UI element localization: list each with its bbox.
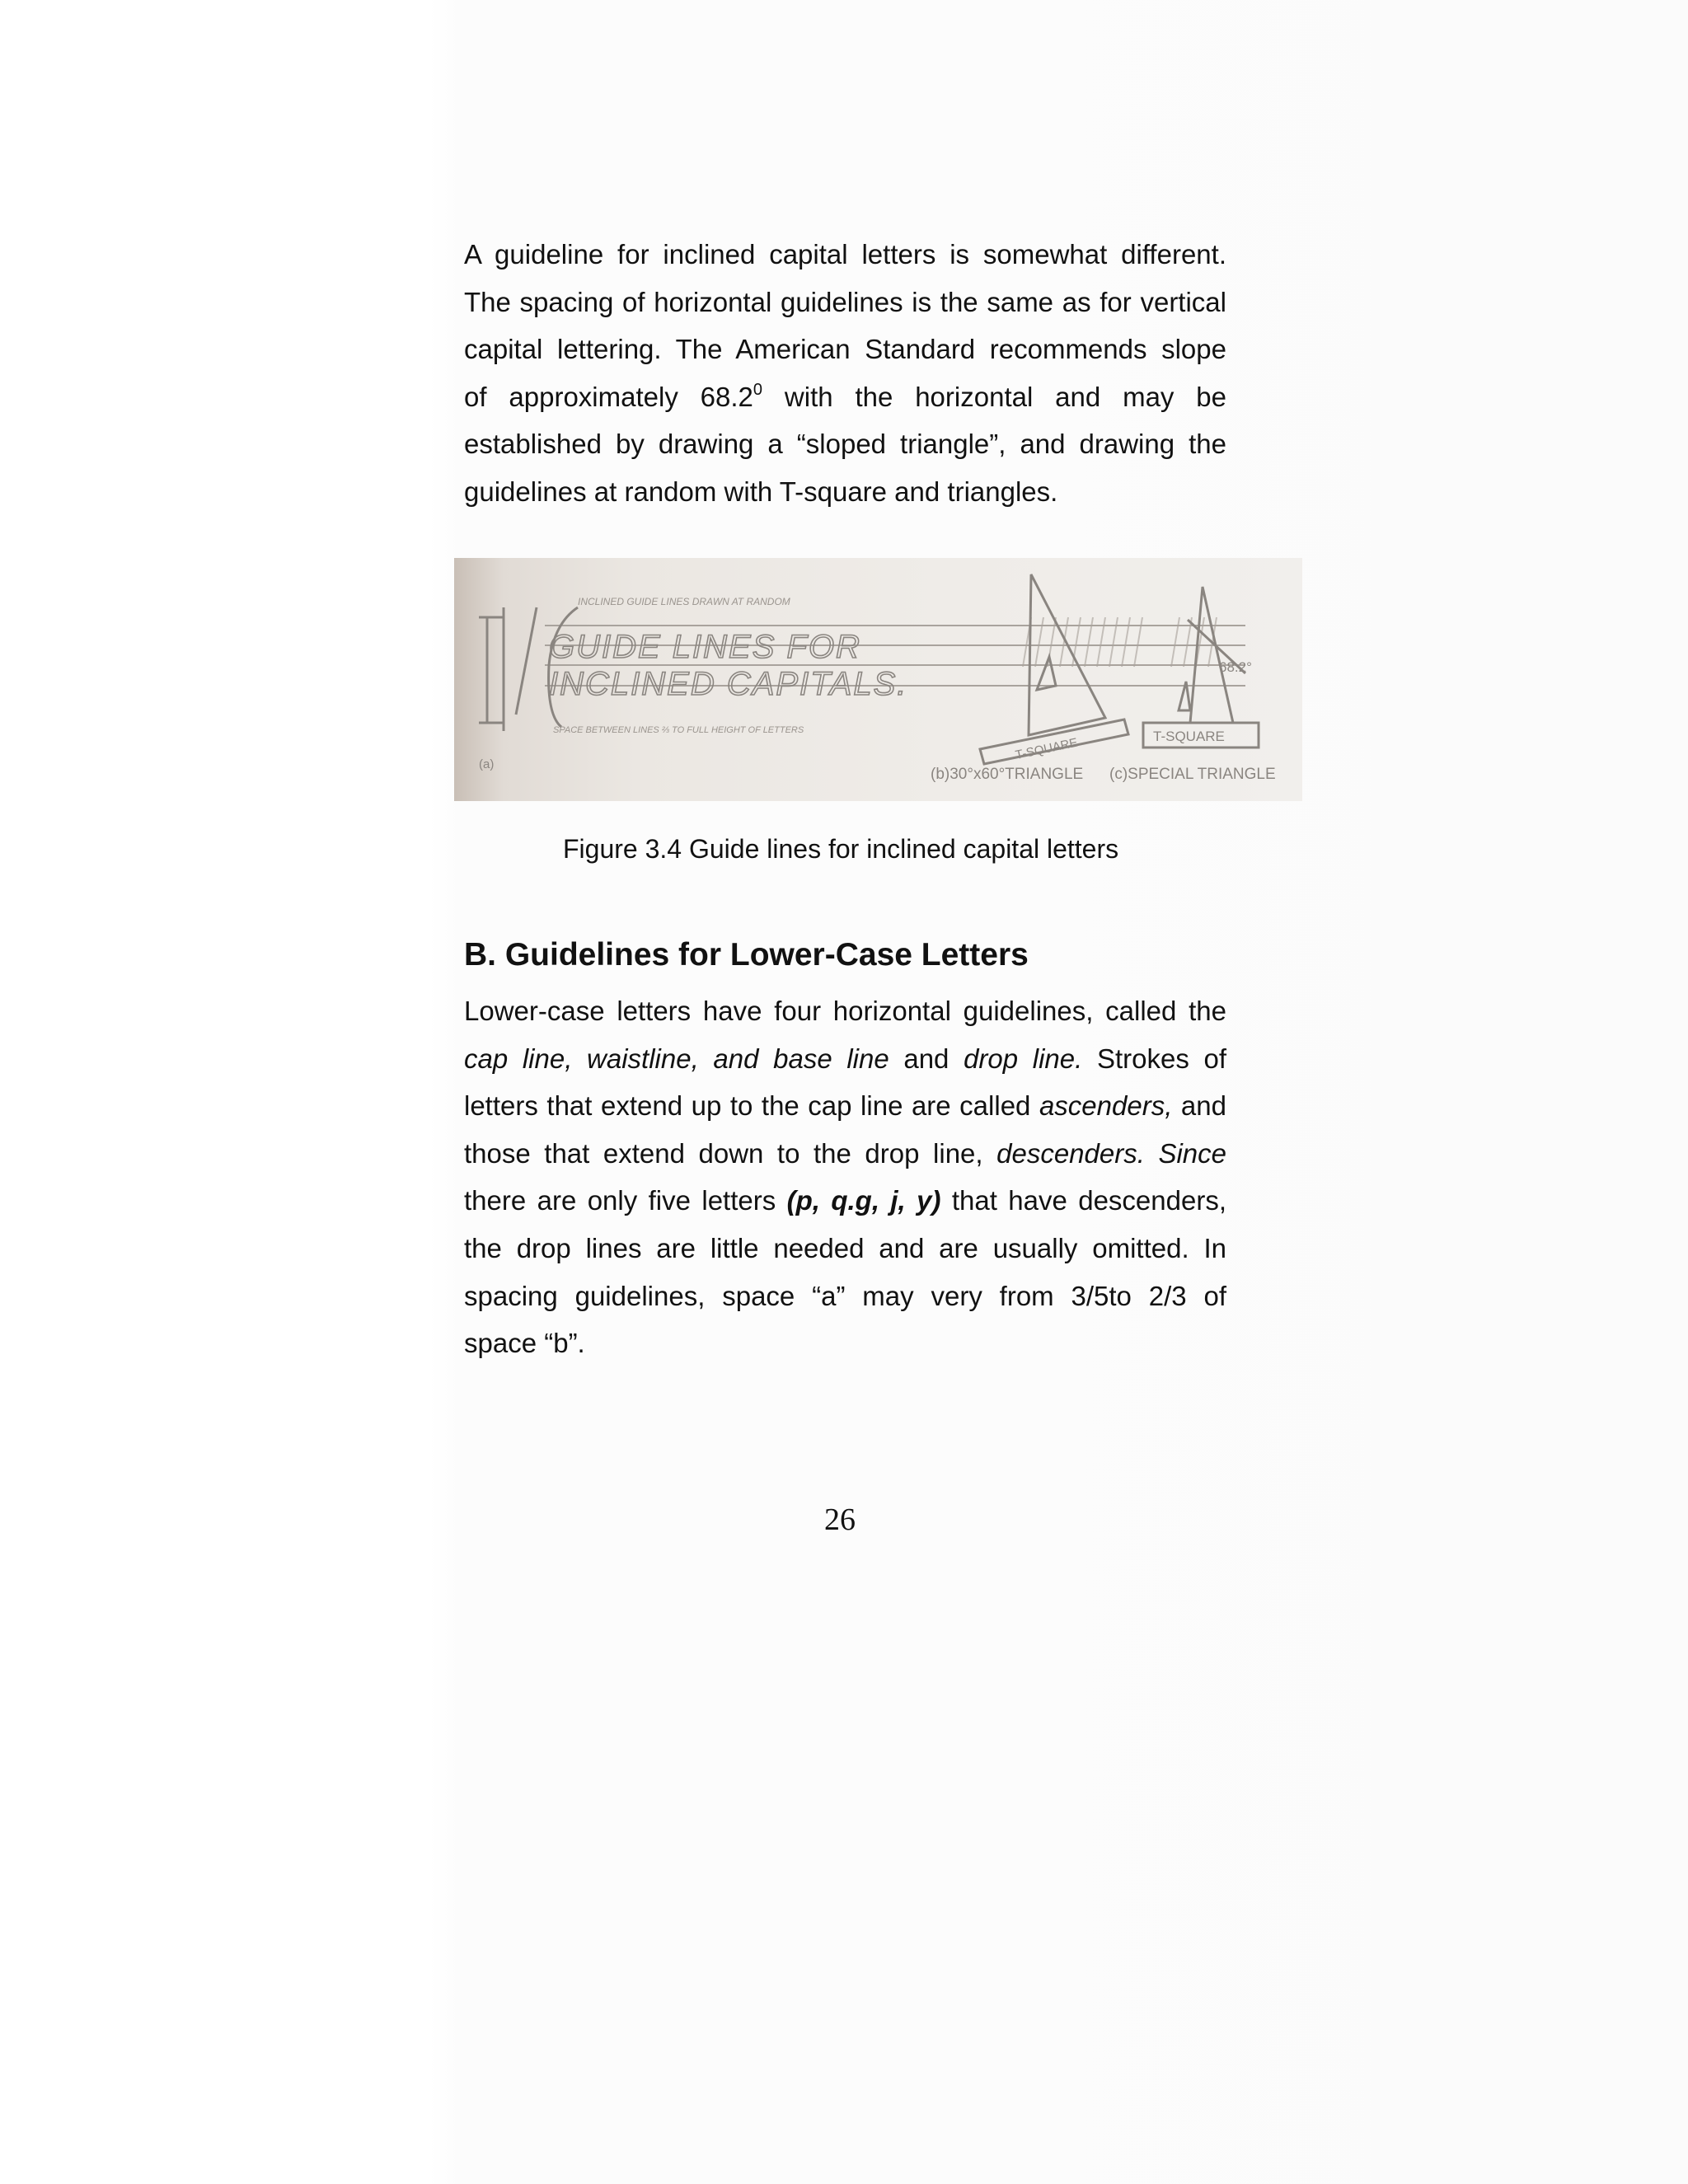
italic-term: cap line, waistline, and base line [464,1043,889,1074]
paragraph-line: established by drawing a “sloped triangle”, and drawing the [464,429,1226,460]
page-number: 26 [824,1502,856,1537]
line-text: those that extend down to the drop line, [464,1137,997,1169]
figure-label-bottom: SPACE BETWEEN LINES ⅔ TO FULL HEIGHT OF LETTERS [553,725,804,735]
figure-title-line1: GUIDE LINES FOR [549,629,861,665]
italic-term: ascenders, [1039,1090,1173,1122]
paragraph-line: spacing guidelines, space “a” may very from 3/5to 2/3 of [464,1280,1226,1311]
paragraph-line: A guideline for inclined capital letters is somewhat different. [464,239,1226,269]
figure-label-b: (b)30°x60°TRIANGLE [931,766,1084,783]
figure-label-c: (c)SPECIAL TRIANGLE [1109,766,1276,783]
line-text: and [889,1043,964,1074]
line-text: there are only five letters [464,1185,787,1216]
section-heading: B. Guidelines for Lower-Case Letters [464,937,1029,972]
line-text: Strokes of [1082,1043,1226,1074]
figure-title-line2: INCLINED CAPITALS. [549,666,908,702]
italic-term: drop line. [964,1043,1083,1074]
figure-angle-label: 68.2° [1219,659,1252,675]
paragraph-inclined-capitals [464,231,1226,516]
figure-label-a: (a) [479,757,495,771]
paragraph-line: Lower-case letters have four horizontal guidelines, called the [464,996,1226,1026]
paragraph-line: capital lettering. The American Standard recommends slope [464,334,1226,365]
paragraph-line [464,1082,1226,1130]
paragraph-line [464,1035,1226,1083]
paragraph-lower-case [464,987,1226,1367]
paragraph-line: space “b”. [464,1328,585,1359]
degree-superscript: 0 [753,380,763,399]
paragraph-line [464,1130,1226,1178]
paragraph-line: The spacing of horizontal guidelines is the same as for vertical [464,286,1226,317]
figure-drawing [454,558,1302,801]
figure-tsquare-b: T-SQUARE [1014,735,1079,763]
italic-term: descenders. Since [996,1137,1226,1169]
bold-italic-letters: (p, q.g, j, y) [786,1185,941,1216]
line-text: that have descenders, [940,1185,1227,1216]
paragraph-line [464,373,1226,421]
figure-guide-lines-image [454,558,1302,801]
line-text: with the horizontal and may be [762,381,1227,412]
line-text: letters that extend up to the cap line are called [464,1090,1039,1122]
line-text: and [1172,1090,1226,1122]
paragraph-line: the drop lines are little needed and are usually omitted. In [464,1232,1226,1263]
paragraph-line [464,1177,1226,1225]
figure-label-top: INCLINED GUIDE LINES DRAWN AT RANDOM [578,596,790,607]
paragraph-line: guidelines at random with T-square and triangles. [464,476,1058,507]
figure-tsquare-c: T-SQUARE [1153,729,1225,744]
line-text: of approximately 68.2 [464,381,753,412]
figure-caption: Figure 3.4 Guide lines for inclined capital letters [563,834,1119,864]
